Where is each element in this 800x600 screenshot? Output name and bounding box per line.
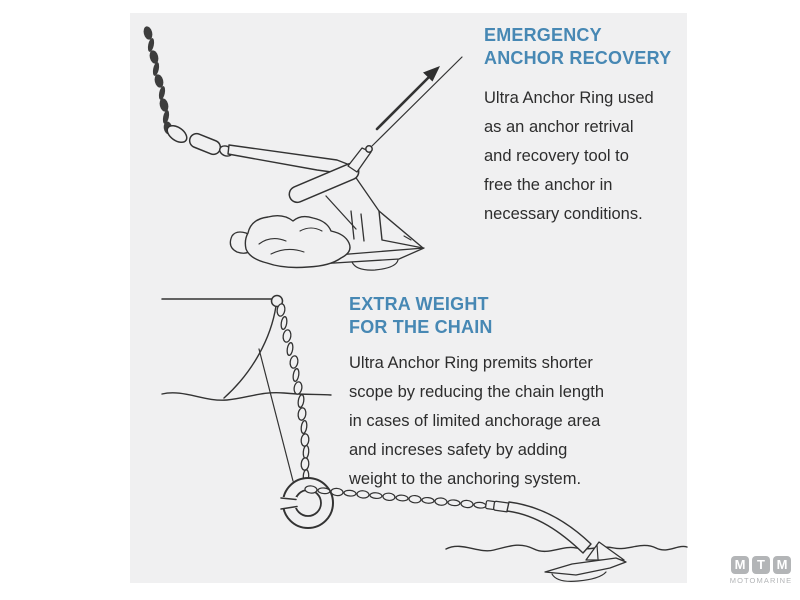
body-line: weight to the anchoring system. xyxy=(349,470,582,488)
section2-body xyxy=(349,349,604,494)
body-line: scope by reducing the chain length xyxy=(349,383,605,401)
ultra-anchor-ring-icon xyxy=(280,478,333,528)
waterline xyxy=(162,393,331,401)
body-line: free the anchor in xyxy=(484,176,613,194)
heading-line: ANCHOR RECOVERY xyxy=(484,48,672,68)
body-line: Ultra Anchor Ring premits shorter xyxy=(349,354,593,372)
swivel-connector-icon xyxy=(164,122,234,158)
section1-heading xyxy=(484,24,671,70)
body-line: Ultra Anchor Ring used xyxy=(484,89,654,107)
section1-body xyxy=(484,84,654,229)
seabed-line xyxy=(446,545,687,551)
ring-retrieval-rope xyxy=(259,349,293,481)
emergency-recovery-illustration xyxy=(142,25,462,270)
anchor-chain-icon xyxy=(142,25,173,135)
heading-line: FOR THE CHAIN xyxy=(349,317,493,337)
body-line: and recovery tool to xyxy=(484,147,629,165)
body-line: in cases of limited anchorage area xyxy=(349,412,601,430)
anchor-icon xyxy=(485,500,626,581)
mtm-logo-letters xyxy=(729,556,793,574)
recovery-arrow-icon xyxy=(377,66,440,129)
section2-heading xyxy=(349,293,493,339)
recovery-line xyxy=(372,57,462,146)
logo-subtitle: MOTOMARINE xyxy=(729,576,793,585)
shackle-icon xyxy=(366,146,372,152)
logo-letter-box: T xyxy=(752,556,770,574)
body-line: as an anchor retrival xyxy=(484,118,634,136)
logo-letter-box: M xyxy=(773,556,791,574)
logo-letter-box: M xyxy=(731,556,749,574)
body-line: and increses safety by adding xyxy=(349,441,568,459)
heading-line: EMERGENCY xyxy=(484,25,602,45)
body-line: necessary conditions. xyxy=(484,205,643,223)
rock-icon xyxy=(230,216,350,268)
boat-bow-icon xyxy=(162,296,283,399)
mtm-logo xyxy=(729,556,793,585)
heading-line: EXTRA WEIGHT xyxy=(349,294,489,314)
